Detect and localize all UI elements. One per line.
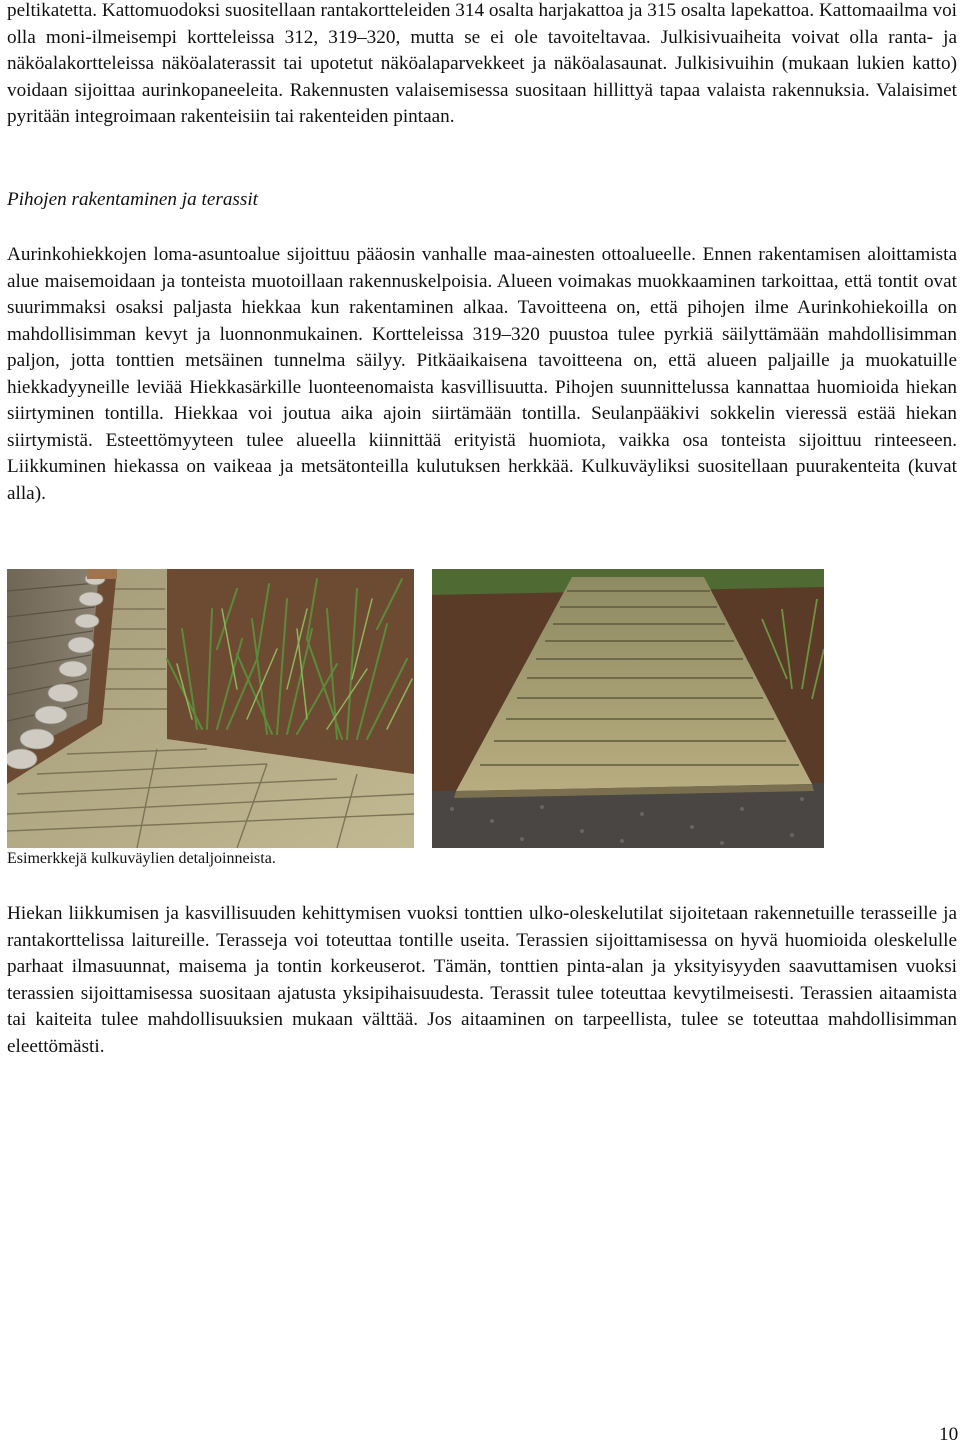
paragraph-roofs-and-facades: peltikatetta. Kattomuodoksi suositellaan rantakortteleiden 314 osalta harjakattoa ja 315 osalta lapekattoa. Kattomaailma voi olla moni-ilmeisempi kortteleissa 312, 319–320, mutta se ei ole tavoiteltavaa. Julkisivuaiheita voivat olla ranta- ja näköalakortteleissa näköalaterassit tai upotetut näköalaparvekkeet ja näköalasaunat. Julkisivuihin (mukaan lukien katto) voidaan sijoittaa aurinkopaneeleita. Rakennusten valaisemisessa suositaan hillittyä tapaa valaista rakennuksia. Valaisimet pyritään integroimaan rakenteisiin tai rakenteiden pintaan. — [7, 0, 957, 127]
section-heading: Pihojen rakentaminen ja terassit — [7, 189, 259, 210]
page-number: 10 — [939, 1424, 959, 1445]
paragraph-terraces: Hiekan liikkumisen ja kasvillisuuden kehittymisen vuoksi tonttien ulko-oleskelutilat sijoitetaan rakennetuille terasseille ja rantakorttelissa laitureille. Terasseja voi toteuttaa tontille useita. Terassien sijoittamisessa on hyvä huomioida oleskelulle parhaat ilmasuunnat, maisema ja tontin korkeuserot. Tämän, tonttien pinta-alan ja yksityisyyden saavuttamisen vuoksi terassien sijoittamisessa suositaan ajatusta yksipihaisuudesta. Terassit tulee toteuttaa kevytilmeisesti. Terassien aitaamista tai kaiteita tulee mahdollisuuksien mukaan välttää. Jos aitaaminen on tarpeellista, tulee se toteuttaa mahdollisimman eleettömästi. — [7, 903, 957, 1057]
photo-boardwalk-beside-building — [7, 569, 414, 848]
paragraph-yards: Aurinkohiekkojen loma-asuntoalue sijoittuu pääosin vanhalle maa-ainesten ottoalueelle. Ennen rakentamisen aloittamista alue maisemoidaan ja tonteista muotoillaan rakennuskelpoisia. Alueen voimakas muokkaaminen tarkoittaa, että tontit ovat suurimmaksi osaksi paljasta hiekkaa kun rakentaminen alkaa. Tavoitteena on, että pihojen ilme Aurinkohiekoilla on mahdollisimman kevyt ja luonnonmukainen. Kortteleissa 319–320 puustoa tulee pyrkiä säilyttämään mahdollisimman paljon, jotta tonttien metsäinen tunnelma säilyy. Pitkäaikaisena tavoitteena on, että alueen paljaille ja muokatuille hiekkadyyneille leviää Hiekkasärkille luonteenomaista kasvillisuutta. Pihojen suunnittelussa kannattaa huomioida hiekan siirtyminen tontilla. Hiekkaa voi joutua aika ajoin siirtämään tontilla. Seulanpääkivi sokkelin vieressä estää hiekan siirtymistä. Esteettömyyteen tulee alueella kiinnittää erityistä huomiota, vaikka osa tonteista sijoittuu rinteeseen. Liikkuminen hiekassa on vaikeaa ja metsätonteilla kulutuksen herkkää. Kulkuväyliksi suositellaan puurakenteita (kuvat alla). — [7, 244, 957, 504]
photo-boardwalk-over-gravel — [432, 569, 824, 848]
figure-caption: Esimerkkejä kulkuväylien detaljoinneista. — [7, 850, 276, 867]
